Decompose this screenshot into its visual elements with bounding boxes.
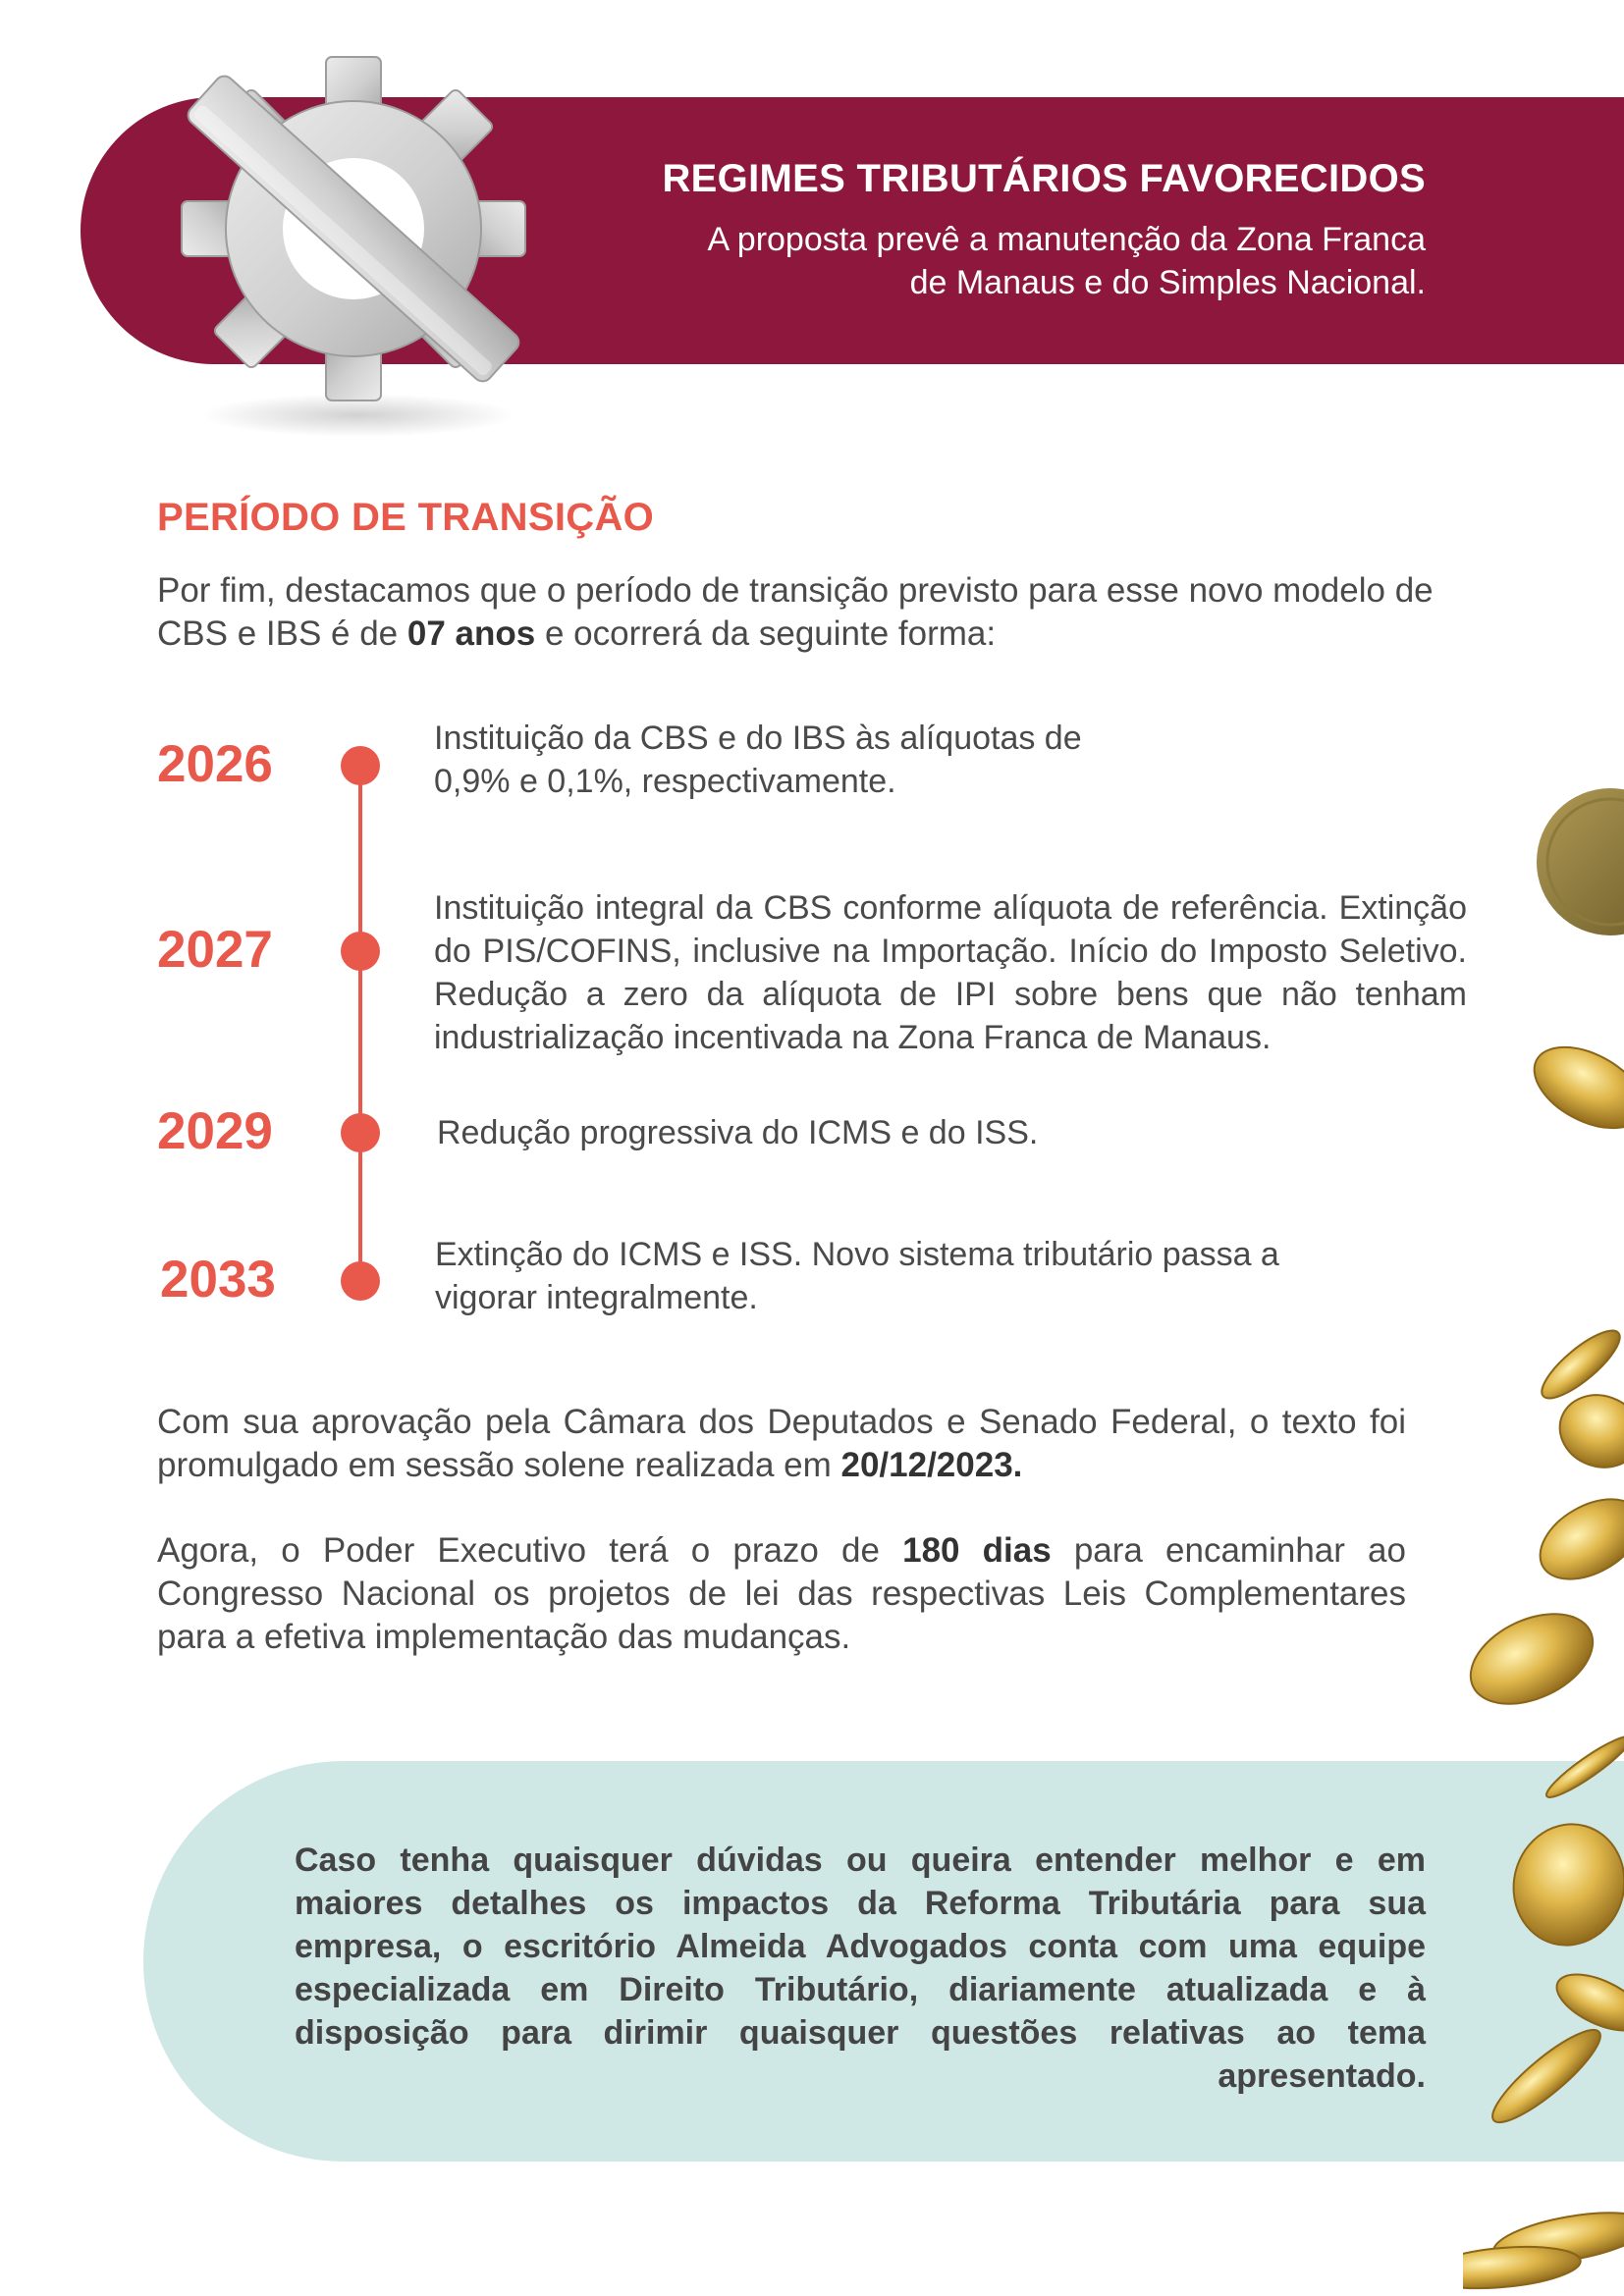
approval-date: 20/12/2023. xyxy=(840,1446,1023,1484)
approval-paragraph xyxy=(157,1401,1406,1487)
timeline-dot xyxy=(341,932,380,971)
gear-wrench-icon xyxy=(147,27,560,440)
intro-text: Por fim, destacamos que o período de transição previsto para esse novo modelo de CBS e IBS é de xyxy=(157,571,1434,653)
banner-title: REGIMES TRIBUTÁRIOS FAVORECIDOS xyxy=(662,157,1426,200)
banner-subtitle-line1: A proposta prevê a manutenção da Zona Franca xyxy=(707,221,1426,258)
timeline-text: Extinção do ICMS e ISS. Novo sistema tributário passa a vigorar integralmente. xyxy=(435,1236,1279,1316)
executive-text-end: para encaminhar ao Congresso Nacional os projetos de lei das respectivas Leis Complementares para a efetiva implementação das mudanças. xyxy=(157,1531,1406,1656)
intro-highlight: 07 anos xyxy=(406,614,536,653)
timeline-text: Instituição integral da CBS conforme alíquota de referência. Extinção do PIS/COFINS, inclusive na Importação. Início do Imposto Seletivo. Redução a zero da alíquota de IPI sobre bens que não tenham industrialização incentivada na Zona Franca de Manaus. xyxy=(434,889,1467,1056)
transition-intro xyxy=(157,569,1463,656)
timeline-year: 2029 xyxy=(157,1102,273,1160)
executive-deadline: 180 dias xyxy=(902,1531,1052,1570)
timeline-dot xyxy=(341,1261,380,1301)
timeline-line xyxy=(358,766,362,1280)
banner-subtitle xyxy=(542,218,1426,304)
timeline-year: 2033 xyxy=(160,1251,276,1308)
falling-coins-image xyxy=(1463,775,1624,2296)
timeline-dot xyxy=(341,746,380,785)
callout-text: Caso tenha quaisquer dúvidas ou queira entender melhor e em maiores detalhes os impactos da Reforma Tributária para sua empresa, o escritório Almeida Advogados conta com uma equipe especializada em Direito Tributário, diariamente atualizada e à disposição para dirimir quaisquer questões relativas ao tema apresentado. xyxy=(295,1842,1426,2095)
intro-text-end: e ocorrerá da seguinte forma: xyxy=(535,614,997,653)
section-title-transition: PERÍODO DE TRANSIÇÃO xyxy=(157,496,655,539)
timeline-year: 2026 xyxy=(157,735,273,793)
timeline-dot xyxy=(341,1113,380,1152)
timeline-text: Instituição da CBS e do IBS às alíquotas de 0,9% e 0,1%, respectivamente. xyxy=(434,720,1082,800)
timeline-year: 2027 xyxy=(157,921,273,979)
banner-subtitle-line2: de Manaus e do Simples Nacional. xyxy=(909,264,1426,301)
executive-paragraph xyxy=(157,1529,1406,1659)
executive-text: Agora, o Poder Executivo terá o prazo de xyxy=(157,1531,903,1570)
timeline-text: Redução progressiva do ICMS e do ISS. xyxy=(437,1114,1039,1151)
approval-text: Com sua aprovação pela Câmara dos Deputados e Senado Federal, o texto foi promulgado em sessão solene realizada em xyxy=(157,1403,1406,1484)
